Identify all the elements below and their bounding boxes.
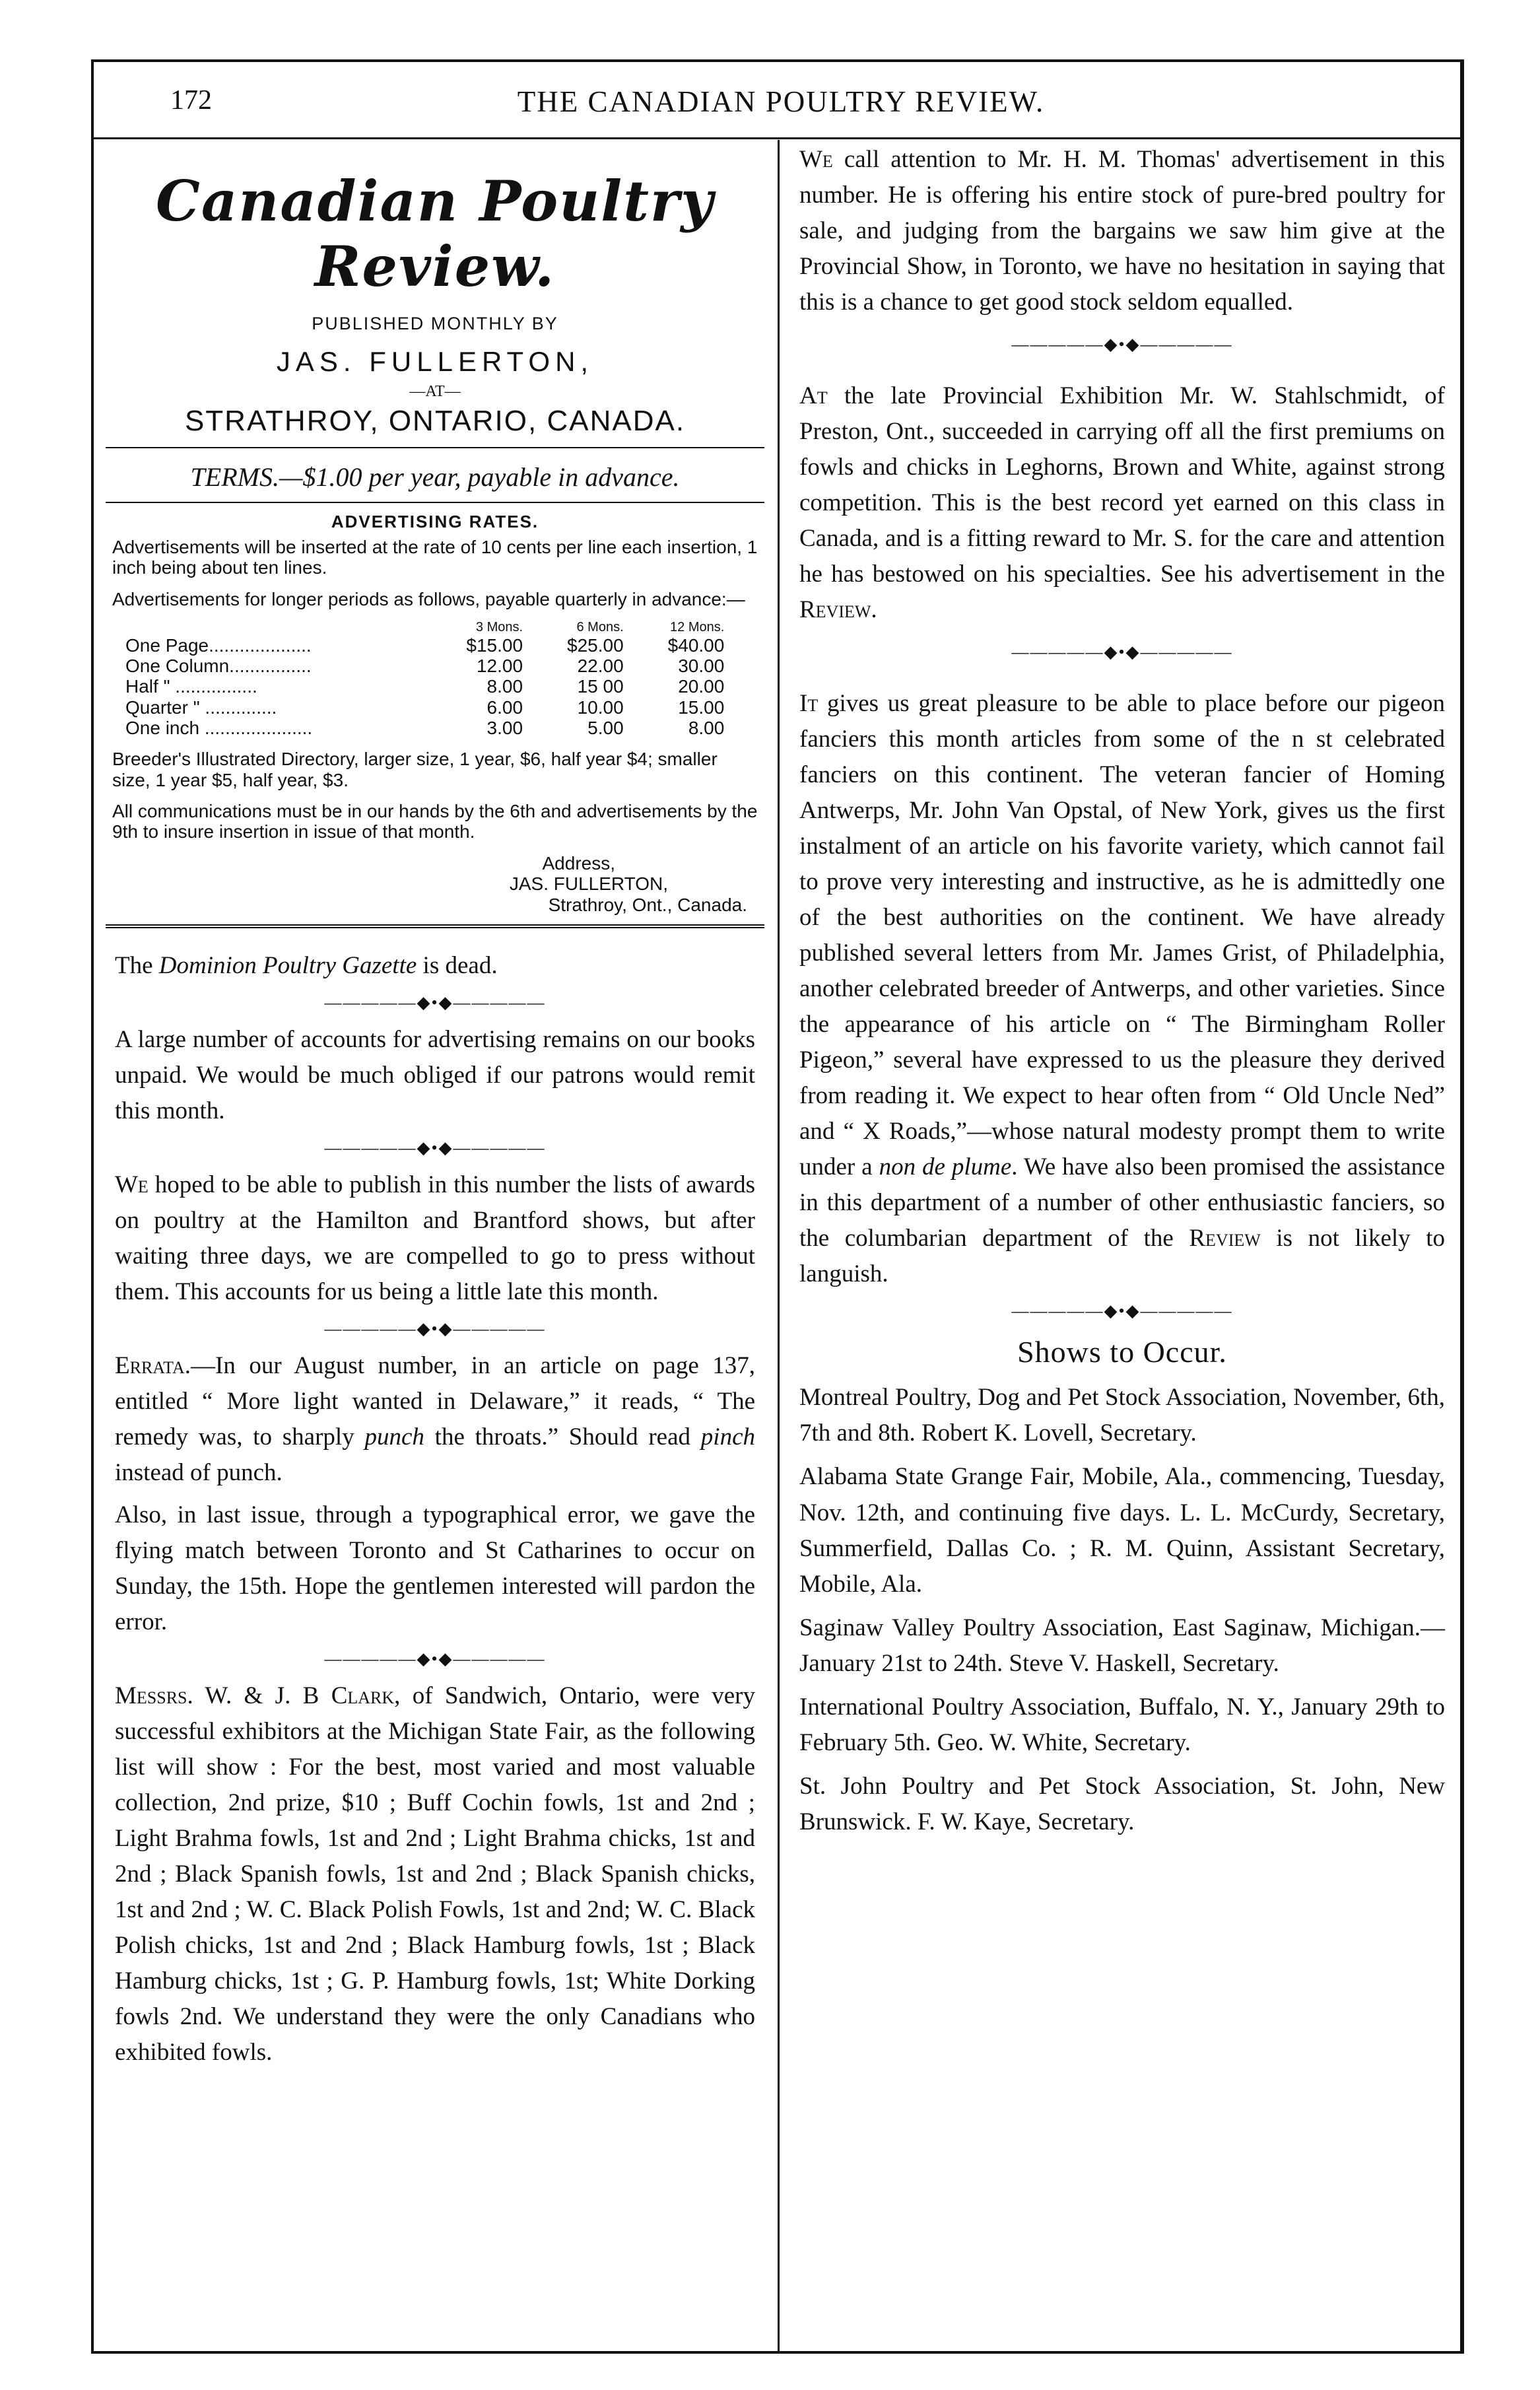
running-title: THE CANADIAN POULTRY REVIEW. — [517, 85, 1045, 118]
rates-3m: $15.00 — [466, 634, 523, 656]
article-stahlschmidt — [782, 378, 1462, 628]
errata-text-a: —In our August number, in an article on page 137, entitled “ More light wanted in Delaware,” it reads, “ The remedy was, to sharply — [115, 1352, 755, 1451]
errata-pinch: pinch — [700, 1423, 755, 1451]
typo-text: Also, in last issue, through a typographical error, we gave the flying match between Toronto and St Catharines to occur on Sunday, the 15th. Hope the gentlemen interested will pardon the error. — [115, 1501, 755, 1636]
page-number: 172 — [170, 85, 212, 116]
address-label: Address, — [542, 852, 615, 873]
thomas-text: call attention to Mr. H. M. Thomas' advertisement in this number. He is offering his entire stock of pure-bred poultry for sale, and judging from the bargains we saw him give at the Provincial Show, in Toronto, we have no hesitation in saying that this is a chance to get good stock seldom equalled. — [799, 146, 1445, 316]
article-errata — [98, 1348, 772, 1640]
masthead-double-rule — [106, 924, 764, 928]
separator-ornament: —————◆•◆————— — [324, 992, 546, 1012]
article-accounts — [98, 1022, 772, 1129]
errata-lead: Errata. — [115, 1352, 191, 1380]
rates-row — [125, 635, 732, 656]
rates-6m: 5.00 — [587, 718, 624, 739]
address-block — [112, 853, 758, 915]
gazette-text-b: is dead. — [417, 951, 498, 979]
errata-punch: punch — [364, 1423, 424, 1451]
separator-ornament: —————◆•◆————— — [324, 1319, 546, 1339]
pigeon-plume: non de plume — [879, 1153, 1012, 1181]
rates-6m: $25.00 — [567, 634, 624, 656]
communications-note: All communications must be in our hands by the 6th and advertisements by the 9th to insure insertion in issue of that month. — [112, 801, 758, 842]
masthead-published-line: PUBLISHED MONTHLY BY — [312, 314, 558, 333]
frame-left-rule — [91, 59, 94, 2354]
article-pigeons — [782, 686, 1462, 1292]
separator-ornament: —————◆•◆————— — [324, 1649, 546, 1669]
rates-3m: 3.00 — [486, 718, 523, 739]
separator-ornament: —————◆•◆————— — [1011, 642, 1233, 662]
rates-12m: 20.00 — [678, 676, 725, 697]
awards-lead: We — [115, 1171, 149, 1198]
gazette-title: Dominion Poultry Gazette — [158, 951, 417, 979]
rates-12m: $40.00 — [667, 634, 725, 656]
masthead-publisher: JAS. FULLERTON, — [276, 346, 594, 377]
pigeon-lead: It — [799, 690, 819, 718]
errata-text-c: instead of punch. — [115, 1459, 283, 1487]
column-divider — [778, 140, 780, 2354]
masthead-location: STRATHROY, ONTARIO, CANADA. — [184, 405, 686, 437]
terms-rule — [106, 502, 764, 503]
rates-table — [125, 620, 732, 738]
masthead — [98, 142, 772, 503]
rates-row — [125, 656, 732, 676]
terms-line: TERMS.—$1.00 per year, payable in advance. — [190, 462, 680, 492]
advertising-para-periods: Advertisements for longer periods as follows, payable quarterly in advance:— — [112, 588, 745, 609]
header-rule — [91, 137, 1464, 139]
awards-text: hoped to be able to publish in this number the lists of awards on poultry at the Hamilton and Brantford shows, but after waiting three days, we are compelled to go to press without them. This accounts for us being a little late this month. — [115, 1171, 755, 1305]
article-thomas — [782, 142, 1462, 320]
gazette-text-a: The — [115, 951, 159, 979]
rates-12m: 15.00 — [678, 697, 725, 718]
advertising-rates — [98, 512, 772, 915]
thomas-lead: We — [799, 146, 833, 173]
accounts-text: A large number of accounts for advertising remains on our books unpaid. We would be much obliged if our patrons would remit this month. — [115, 1025, 755, 1124]
rates-3m: 12.00 — [476, 655, 523, 676]
separator-ornament: —————◆•◆————— — [324, 1138, 546, 1157]
article-clark — [98, 1678, 772, 2070]
advertising-para-rate: Advertisements will be inserted at the rate of 10 cents per line each insertion, 1 inch being about ten lines. — [112, 537, 758, 578]
address-name: JAS. FULLERTON, — [509, 873, 668, 895]
shows-list — [782, 1380, 1462, 1839]
clark-name: Clark — [331, 1682, 395, 1710]
advertising-heading: ADVERTISING RATES. — [331, 512, 539, 531]
show-item: International Poultry Association, Buffalo, N. Y., January 29th to February 5th. Geo. W. White, Secretary. — [799, 1693, 1445, 1756]
left-column — [98, 142, 772, 2347]
stahl-end: . — [871, 596, 877, 624]
rates-row — [125, 697, 732, 718]
rates-row — [125, 718, 732, 738]
frame-top-rule — [91, 59, 1464, 62]
show-item: Montreal Poultry, Dog and Pet Stock Association, November, 6th, 7th and 8th. Robert K. Lovell, Secretary. — [799, 1384, 1445, 1447]
rates-header-12m: 12 Mons. — [670, 620, 725, 635]
rates-label: One inch ..................... — [125, 718, 313, 739]
rates-label: One Column................ — [125, 655, 312, 676]
rates-6m: 15 00 — [577, 676, 624, 697]
rates-6m: 22.00 — [577, 655, 624, 676]
address-place: Strathroy, Ont., Canada. — [548, 894, 747, 915]
rates-6m: 10.00 — [577, 697, 624, 718]
rates-header-6m: 6 Mons. — [576, 620, 624, 635]
rates-header-blank — [125, 620, 430, 634]
rates-12m: 8.00 — [688, 718, 725, 739]
show-item: Alabama State Grange Fair, Mobile, Ala., commencing, Tuesday, Nov. 12th, and continuing five days. L. L. McCurdy, Secretary, Summerfield, Dallas Co. ; R. M. Quinn, Assistant Secretary, Mobile, Ala. — [799, 1463, 1445, 1598]
rates-row — [125, 676, 732, 697]
pigeon-text-a: gives us great pleasure to be able to place before our pigeon fanciers this month articles from some of the n st celebrated fanciers on this continent. The veteran fancier of Homing Antwerps, Mr. John Van Opstal, of New York, gives us the first instalment of an article on his favorite variety, which cannot fail to prove very interesting and instructive, as he is admittedly one of the best authorities on the continent. We have already published several letters from Mr. James Grist, of Philadelphia, another celebrated breeder of Antwerps, and other varieties. Since the appearance of his article on “ The Birmingham Roller Pigeon,” several have expressed to us the pleasure they derived from reading it. We expect to hear often from “ Old Uncle Ned” and “ X Roads,”—whose natural modesty prompt them to write under a — [799, 690, 1445, 1181]
masthead-title: Canadian Poultry Review. — [156, 168, 714, 299]
separator-ornament: —————◆•◆————— — [1011, 335, 1233, 355]
directory-note: Breeder's Illustrated Directory, larger size, 1 year, $6, half year $4; smaller size, 1 year $5, half year, $3. — [112, 749, 718, 790]
running-head — [98, 85, 1464, 124]
clark-text-b: , of Sandwich, Ontario, were very successful exhibitors at the Michigan State Fair, as the following list will show : For the best, most varied and most valuable collection, 2nd prize, $10 ; Buff Cochin fowls, 1st and 2nd ; Light Brahma fowls, 1st and 2nd ; Light Brahma chicks, 1st and 2nd ; Black Spanish fowls, 1st and 2nd ; Black Spanish chicks, 1st and 2nd ; W. C. Black Polish Fowls, 1st and 2nd; W. C. Black Polish chicks, 1st and 2nd ; Black Hamburg fowls, 1st ; Black Hamburg chicks, 1st ; G. P. Hamburg fowls, 1st; White Dorking fowls 2nd. We understand they were the only Canadians who exhibited fowls. — [115, 1682, 755, 2066]
show-item: St. John Poultry and Pet Stock Association, St. John, New Brunswick. F. W. Kaye, Secretary. — [799, 1772, 1445, 1835]
rates-3m: 8.00 — [486, 676, 523, 697]
rates-12m: 30.00 — [678, 655, 725, 676]
stahl-review: Review — [799, 596, 871, 624]
article-awards — [98, 1167, 772, 1310]
clark-lead: Messrs. — [115, 1682, 193, 1710]
stahl-lead: At — [799, 382, 828, 410]
pigeon-text-b: . We have also been promised the assistance in this department of a number of other enthusiastic fanciers, so the columbarian department of the — [799, 1153, 1445, 1252]
shows-heading: Shows to Occur. — [1017, 1335, 1227, 1369]
errata-text-b: the throats.” Should read — [424, 1423, 701, 1451]
rates-label: One Page.................... — [125, 634, 312, 656]
rates-label: Half " ................ — [125, 676, 257, 697]
right-column — [782, 142, 1462, 2347]
masthead-at: —AT— — [409, 383, 461, 400]
rates-label: Quarter " .............. — [125, 697, 277, 718]
rates-3m: 6.00 — [486, 697, 523, 718]
clark-text-a: W. & J. B — [193, 1682, 331, 1710]
article-gazette — [98, 948, 772, 984]
separator-ornament: —————◆•◆————— — [1011, 1301, 1233, 1321]
masthead-rule — [106, 447, 764, 448]
pigeon-review: Review — [1189, 1225, 1261, 1252]
stahl-text: the late Provincial Exhibition Mr. W. Stahlschmidt, of Preston, Ont., succeeded in carrying off all the first premiums on fowls and chicks in Leghorns, Brown and White, against strong competition. This is the best record yet earned on this class in Canada, and is a fitting reward to Mr. S. for the care and attention he has bestowed on his specialties. See his advertisement in the — [799, 382, 1445, 588]
show-item: Saginaw Valley Poultry Association, East Saginaw, Michigan.—January 21st to 24th. Steve V. Haskell, Secretary. — [799, 1614, 1445, 1677]
pigeon-text-c: is not likely to languish. — [799, 1225, 1445, 1288]
rates-header-3m: 3 Mons. — [475, 620, 523, 635]
